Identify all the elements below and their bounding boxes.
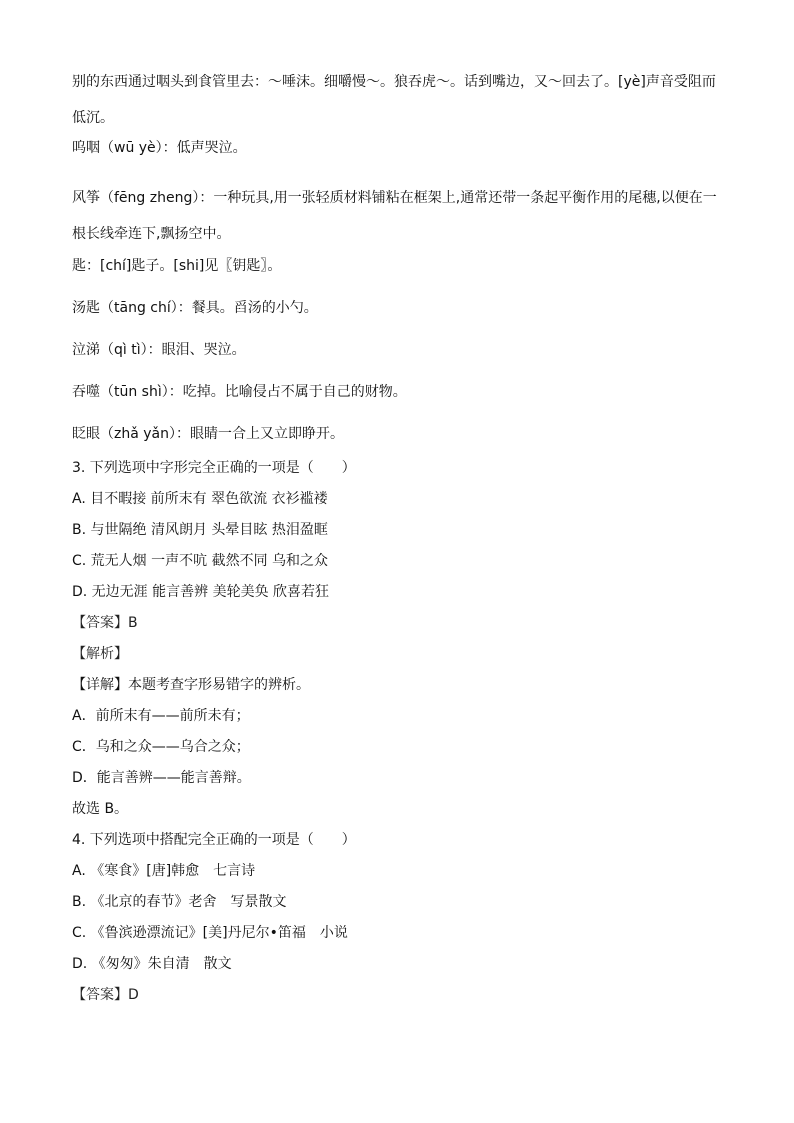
document-page — [72, 64, 722, 1005]
definition-fengzheng: 风筝（fēng zheng）：一种玩具,用一张轻质材料铺粘在框架上,通常还带一条起平衡作用的尾穗,以便在一根长线牵连下,飘扬空中。 — [72, 190, 717, 242]
answer-label: 【答案】B — [72, 615, 138, 631]
conclusion-text: 故选 B。 — [72, 801, 129, 817]
answer-label: 【答案】D — [72, 987, 139, 1003]
option-a: A. 目不暇接 前所末有 翠色欲流 衣衫褴褛 — [72, 491, 328, 507]
detail-text: 【详解】本题考查字形易错字的辨析。 — [72, 677, 310, 693]
question-stem: 4. 下列选项中搭配完全正确的一项是（ ） — [72, 832, 356, 848]
question-3 — [72, 458, 722, 819]
correction-d: D．能言善辨——能言善辩。 — [72, 770, 251, 786]
option-c: C. 荒无人烟 一声不吭 截然不同 乌和之众 — [72, 553, 329, 569]
correction-c: C．乌和之众——乌合之众； — [72, 739, 250, 755]
definition-wuye: 呜咽（wū yè）：低声哭泣。 — [72, 140, 247, 156]
option-d: D. 《匆匆》朱自清 散文 — [72, 956, 232, 972]
option-d: D. 无边无涯 能言善辨 美轮美奂 欣喜若狂 — [72, 584, 330, 600]
definition-yan: 别的东西通过咽头到食管里去：～唾沫。细嚼慢～。狼吞虎～。话到嘴边，又～回去了。[yè]声音受阻而低沉。 — [72, 74, 716, 126]
option-b: B. 与世隔绝 清风朗月 头晕目眩 热泪盈眶 — [72, 522, 328, 538]
definition-zhayan: 眨眼（zhǎ yǎn）：眼睛一合上又立即睁开。 — [72, 426, 344, 442]
definition-tangchi: 汤匙（tāng chí）：餐具。舀汤的小勺。 — [72, 300, 318, 316]
definition-tunshi: 吞噬（tūn shì）：吃掉。比喻侵占不属于自己的财物。 — [72, 384, 407, 400]
question-4 — [72, 830, 722, 1005]
analysis-label: 【解析】 — [72, 646, 128, 662]
definition-chi: 匙：[chí]匙子。[shi]见〖钥匙〗。 — [72, 258, 282, 274]
option-a: A. 《寒食》[唐]韩愈 七言诗 — [72, 863, 256, 879]
option-b: B. 《北京的春节》老舍 写景散文 — [72, 894, 287, 910]
question-stem: 3. 下列选项中字形完全正确的一项是（ ） — [72, 460, 356, 476]
correction-a: A．前所末有——前所未有； — [72, 708, 250, 724]
option-c: C. 《鲁滨逊漂流记》[美]丹尼尔•笛福 小说 — [72, 925, 348, 941]
definition-qiti: 泣涕（qì tì）：眼泪、哭泣。 — [72, 342, 246, 358]
definitions-section — [72, 64, 722, 444]
